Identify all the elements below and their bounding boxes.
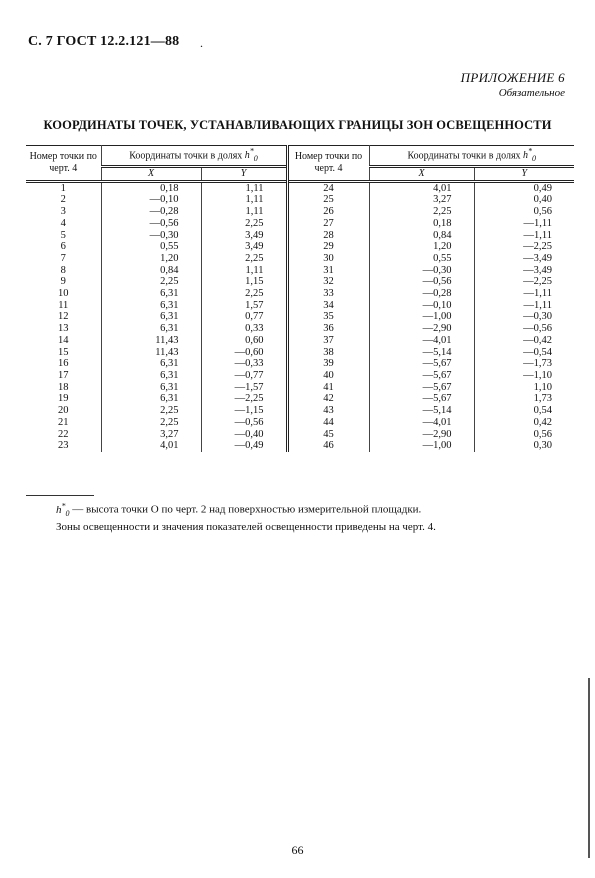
x-value-left: 0,84: [101, 265, 201, 277]
point-number-right: 44: [287, 417, 369, 429]
y-value-right: 0,30: [533, 440, 552, 452]
point-number-right: 45: [287, 429, 369, 441]
y-value-left: —2,25: [201, 393, 287, 405]
scan-edge-mark: [588, 678, 590, 858]
header-x-right: X: [369, 167, 474, 182]
table-body: [26, 181, 574, 452]
header-x-left: X: [101, 167, 201, 182]
table-row: [26, 288, 574, 300]
x-value-right: —5,14: [369, 405, 474, 417]
x-value-right: —1,00: [369, 440, 474, 452]
table-row: [26, 323, 574, 335]
x-value-left: 6,31: [101, 358, 201, 370]
x-value-right: —5,67: [369, 358, 474, 370]
point-number-right: 31: [287, 265, 369, 277]
x-value-left: —0,30: [101, 230, 201, 242]
x-value-right: 3,27: [369, 194, 474, 206]
y-value-left: 1,11: [201, 206, 287, 218]
point-number-left: 21: [26, 417, 101, 429]
point-number-left: 23: [26, 440, 101, 452]
x-value-left: 4,01: [101, 440, 201, 452]
x-value-right: —4,01: [369, 335, 474, 347]
point-number-left: 11: [26, 300, 101, 312]
x-value-right: —5,14: [369, 347, 474, 359]
x-value-left: 2,25: [101, 417, 201, 429]
y-value-right: —1,11: [523, 299, 552, 311]
y-value-left: 2,25: [201, 253, 287, 265]
y-value-left: 1,11: [201, 181, 287, 194]
appendix-note: Обязательное: [498, 87, 565, 99]
y-value-right: —0,30: [523, 311, 552, 323]
x-value-left: 11,43: [101, 347, 201, 359]
x-value-left: 6,31: [101, 311, 201, 323]
x-value-left: —0,10: [101, 194, 201, 206]
y-value-left: —0,56: [201, 417, 287, 429]
y-value-right: —3,49: [523, 252, 552, 264]
point-number-right: 33: [287, 288, 369, 300]
point-number-left: 4: [26, 218, 101, 230]
point-number-right: 37: [287, 335, 369, 347]
y-value-right: —1,11: [523, 229, 552, 241]
y-value-left: 1,11: [201, 194, 287, 206]
x-value-left: 2,25: [101, 276, 201, 288]
coordinates-table: [26, 145, 574, 452]
table-row: [26, 253, 574, 265]
table-row: [26, 300, 574, 312]
y-value-right: 0,56: [533, 428, 552, 440]
footnote-definition: $h^*_0$ — высота точки О по черт. 2 над поверхностью измерительной площадки.: [56, 501, 422, 518]
x-value-left: 0,55: [101, 241, 201, 253]
x-value-left: 1,20: [101, 253, 201, 265]
x-value-left: —0,56: [101, 218, 201, 230]
x-value-right: —0,56: [369, 276, 474, 288]
table-row: [26, 311, 574, 323]
table-row: [26, 181, 574, 194]
y-value-left: 3,49: [201, 230, 287, 242]
y-value-right: 1,10: [533, 381, 552, 393]
x-value-left: 6,31: [101, 288, 201, 300]
y-value-right: —1,10: [523, 369, 552, 381]
y-value-right: 0,56: [533, 206, 552, 218]
y-value-right: —1,73: [523, 358, 552, 370]
x-value-right: 0,55: [369, 253, 474, 265]
point-number-right: 27: [287, 218, 369, 230]
point-number-right: 29: [287, 241, 369, 253]
y-value-right: 1,73: [533, 393, 552, 405]
table-row: [26, 335, 574, 347]
table-row: [26, 417, 574, 429]
y-value-right: —1,11: [523, 217, 552, 229]
point-number-right: 38: [287, 347, 369, 359]
header-y-left: Y: [201, 167, 287, 182]
x-value-right: —1,00: [369, 311, 474, 323]
table-header: [26, 146, 574, 182]
table-row: [26, 440, 574, 452]
appendix-label: ПРИЛОЖЕНИЕ 6: [460, 70, 565, 85]
point-number-right: 35: [287, 311, 369, 323]
page-number: 66: [291, 843, 304, 857]
point-number-right: 28: [287, 230, 369, 242]
point-number-left: 9: [26, 276, 101, 288]
h0-symbol: $h^*_0$: [56, 501, 70, 518]
x-value-left: 2,25: [101, 405, 201, 417]
point-number-left: 8: [26, 265, 101, 277]
x-value-right: —2,90: [369, 323, 474, 335]
point-number-left: 6: [26, 241, 101, 253]
x-value-right: —5,67: [369, 370, 474, 382]
y-value-left: 1,15: [201, 276, 287, 288]
point-number-right: 24: [287, 181, 369, 194]
point-number-left: 19: [26, 393, 101, 405]
table-row: [26, 382, 574, 394]
h0-symbol: $h^*_0$: [244, 147, 258, 164]
point-number-left: 10: [26, 288, 101, 300]
x-value-left: 6,31: [101, 300, 201, 312]
x-value-right: —5,67: [369, 382, 474, 394]
point-number-right: 42: [287, 393, 369, 405]
y-value-right: —2,25: [523, 241, 552, 253]
x-value-left: —0,28: [101, 206, 201, 218]
point-number-left: 17: [26, 370, 101, 382]
y-value-left: 0,33: [201, 323, 287, 335]
point-number-right: 39: [287, 358, 369, 370]
y-value-right: 0,40: [533, 194, 552, 206]
y-value-right: 0,42: [533, 416, 552, 428]
y-value-right: —0,56: [523, 323, 552, 335]
point-number-left: 5: [26, 230, 101, 242]
y-value-right: —3,49: [523, 264, 552, 276]
y-value-right: —1,11: [523, 288, 552, 300]
point-number-right: 41: [287, 382, 369, 394]
point-number-right: 36: [287, 323, 369, 335]
point-number-right: 30: [287, 253, 369, 265]
x-value-left: 6,31: [101, 393, 201, 405]
y-value-left: —0,60: [201, 347, 287, 359]
header-y-right: Y: [474, 167, 574, 182]
point-number-left: 3: [26, 206, 101, 218]
x-value-left: 6,31: [101, 382, 201, 394]
table-row: [26, 276, 574, 288]
y-value-left: —0,33: [201, 358, 287, 370]
y-value-right: 0,54: [533, 405, 552, 417]
x-value-right: —0,10: [369, 300, 474, 312]
point-number-left: 2: [26, 194, 101, 206]
x-value-right: —0,28: [369, 288, 474, 300]
footnote-rule: [26, 495, 94, 496]
y-value-left: 0,77: [201, 311, 287, 323]
x-value-right: —5,67: [369, 393, 474, 405]
table-row: [26, 218, 574, 230]
x-value-left: 6,31: [101, 370, 201, 382]
appendix-block: [461, 70, 565, 99]
y-value-left: 2,25: [201, 218, 287, 230]
point-number-left: 1: [26, 181, 101, 194]
table-row: [26, 265, 574, 277]
point-number-left: 13: [26, 323, 101, 335]
x-value-right: 0,18: [369, 218, 474, 230]
table-title: КООРДИНАТЫ ТОЧЕК, УСТАНАВЛИВАЮЩИХ ГРАНИЦЫ ЗОН ОСВЕЩЕННОСТИ: [43, 118, 552, 132]
header-point-number-right: Номер точки по черт. 4: [287, 146, 369, 182]
y-value-right: —0,54: [523, 346, 552, 358]
document-header: С. 7 ГОСТ 12.2.121—88: [28, 34, 180, 49]
point-number-left: 12: [26, 311, 101, 323]
point-number-left: 18: [26, 382, 101, 394]
header-coords-right: Координаты точки в долях $h^*_0$: [407, 147, 537, 164]
y-value-left: —1,15: [201, 405, 287, 417]
y-value-right: —2,25: [523, 276, 552, 288]
table-row: [26, 230, 574, 242]
point-number-left: 16: [26, 358, 101, 370]
x-value-right: —2,90: [369, 429, 474, 441]
table-row: [26, 393, 574, 405]
y-value-left: —0,49: [201, 440, 287, 452]
point-number-right: 43: [287, 405, 369, 417]
footnote-note: Зоны освещенности и значения показателей освещенности приведены на черт. 4.: [56, 521, 436, 533]
h0-symbol: $h^*_0$: [523, 147, 537, 164]
y-value-left: 1,57: [201, 300, 287, 312]
table-row: [26, 370, 574, 382]
x-value-right: 4,01: [369, 181, 474, 194]
y-value-left: 2,25: [201, 288, 287, 300]
x-value-left: 6,31: [101, 323, 201, 335]
x-value-right: —4,01: [369, 417, 474, 429]
table-row: [26, 429, 574, 441]
header-point-number-left: Номер точки по черт. 4: [26, 146, 101, 182]
table-row: [26, 241, 574, 253]
point-number-right: 34: [287, 300, 369, 312]
table-row: [26, 358, 574, 370]
point-number-left: 7: [26, 253, 101, 265]
point-number-left: 14: [26, 335, 101, 347]
table-row: [26, 206, 574, 218]
x-value-left: 0,18: [101, 181, 201, 194]
x-value-right: —0,30: [369, 265, 474, 277]
y-value-left: 1,11: [201, 265, 287, 277]
y-value-left: —0,40: [201, 429, 287, 441]
point-number-right: 26: [287, 206, 369, 218]
point-number-left: 15: [26, 347, 101, 359]
y-value-left: 3,49: [201, 241, 287, 253]
y-value-right: —0,42: [523, 334, 552, 346]
point-number-left: 22: [26, 429, 101, 441]
x-value-left: 3,27: [101, 429, 201, 441]
header-coords-left: Координаты точки в долях $h^*_0$: [101, 146, 287, 167]
point-number-right: 25: [287, 194, 369, 206]
table-row: [26, 347, 574, 359]
y-value-left: —1,57: [201, 382, 287, 394]
stray-dot: .: [200, 36, 203, 50]
table-row: [26, 405, 574, 417]
x-value-right: 1,20: [369, 241, 474, 253]
point-number-left: 20: [26, 405, 101, 417]
point-number-right: 46: [287, 440, 369, 452]
point-number-right: 40: [287, 370, 369, 382]
x-value-right: 2,25: [369, 206, 474, 218]
y-value-left: —0,77: [201, 370, 287, 382]
x-value-left: 11,43: [101, 335, 201, 347]
y-value-right: 0,49: [533, 182, 552, 194]
point-number-right: 32: [287, 276, 369, 288]
y-value-left: 0,60: [201, 335, 287, 347]
table-row: [26, 194, 574, 206]
x-value-right: 0,84: [369, 230, 474, 242]
